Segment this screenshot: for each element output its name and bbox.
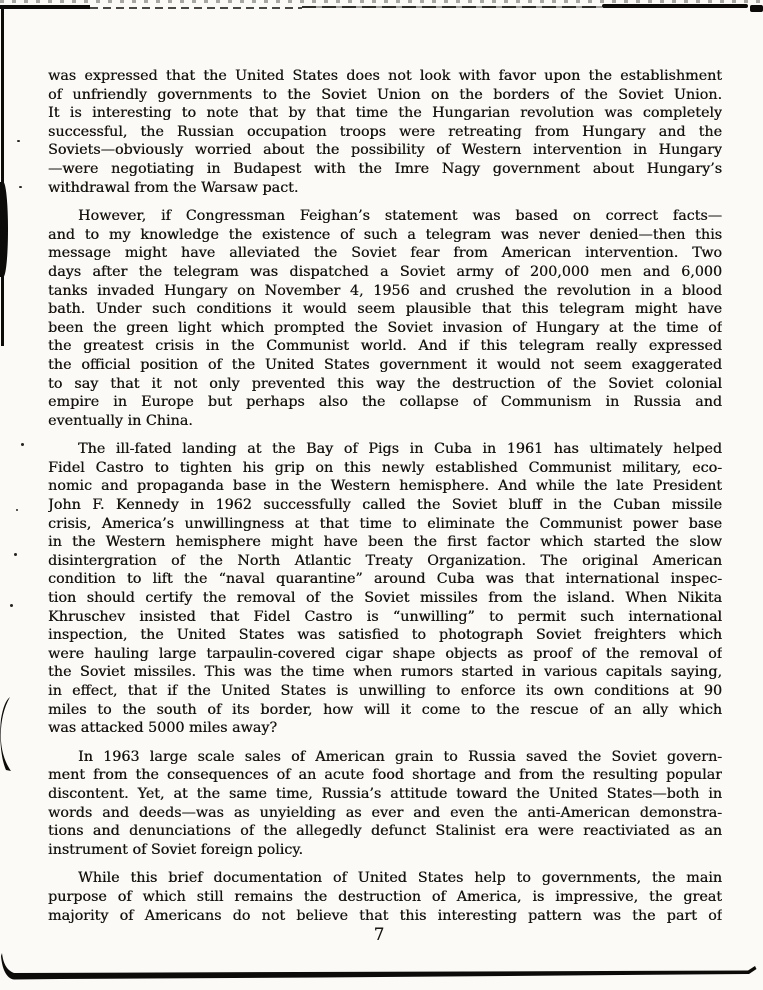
- text-line: John F. Kennedy in 1962 successfully called the Soviet bluff in the Cuban missile: [48, 497, 722, 514]
- text-line: been the green light which prompted the Soviet invasion of Hungary at the time of: [48, 319, 722, 336]
- page-number: 7: [373, 925, 385, 944]
- text-line: were hauling large tarpaulin-covered cigar shape objects as proof of the removal of: [48, 645, 722, 662]
- text-line: discontent. Yet, at the same time, Russia’s attitude toward the United States—both in: [48, 785, 722, 802]
- bottom-scan-bar: [0, 950, 763, 990]
- text-line: the greatest crisis in the Communist world. And if this telegram really expressed: [48, 338, 722, 355]
- text-line: was attacked 5000 miles away?: [48, 720, 278, 737]
- text-line: disintergration of the North Atlantic Treaty Organization. The original American: [48, 552, 722, 569]
- paragraph: [48, 67, 722, 197]
- text-line: However, if Congressman Feighan’s statement was based on correct facts—: [78, 208, 722, 225]
- top-scan-line-left: [0, 5, 90, 9]
- text-line: tion should certify the removal of the Soviet missiles from the island. When Nikita: [48, 590, 722, 607]
- top-right-scan-blob: [750, 5, 763, 12]
- scan-speck: [19, 186, 22, 188]
- paragraph: [48, 748, 722, 860]
- text-line: words and deeds—was as unyielding as ever and even the anti-American demonstra-: [48, 804, 722, 821]
- text-line: condition to lift the “naval quarantine” around Cuba was that international inspec-: [48, 571, 722, 588]
- paragraph: [48, 440, 722, 738]
- text-line: the Soviet missiles. This was the time when rumors started in various capitals saying,: [48, 664, 722, 681]
- text-line: in effect, that if the United States is unwilling to enforce its own conditions at 90: [48, 683, 722, 699]
- left-edge-scan-line: [1, 6, 4, 346]
- left-edge-scan-crescent: [0, 697, 12, 771]
- text-line: In 1963 large scale sales of American grain to Russia saved the Soviet govern-: [78, 748, 722, 765]
- text-line: tanks invaded Hungary on November 4, 1956 and crushed the revolution in a blood: [48, 282, 722, 299]
- text-line: majority of Americans do not believe that this interesting pattern was the part of: [48, 907, 722, 924]
- text-line: withdrawal from the Warsaw pact.: [48, 179, 299, 196]
- text-line: The ill-fated landing at the Bay of Pigs in Cuba in 1961 has ultimately helped: [78, 441, 722, 458]
- text-line: empire in Europe but perhaps also the collapse of Communism in Russia and: [48, 394, 722, 411]
- text-line: tions and denunciations of the allegedly defunct Stalinist era were reactiviated as an: [48, 823, 722, 840]
- text-line: crisis, America’s unwillingness at that time to eliminate the Communist power base: [48, 515, 722, 532]
- text-line: nomic and propaganda base in the Western hemisphere. And while the late President: [48, 478, 722, 495]
- text-line: was expressed that the United States does not look with favor upon the establishment: [48, 68, 722, 84]
- text-line: ment from the consequences of an acute food shortage and from the resulting popular: [48, 767, 722, 784]
- text-line: to say that it not only prevented this way the destruction of the Soviet colonial: [48, 375, 722, 392]
- text-line: purpose of which still remains the destruction of America, is impressive, the great: [48, 888, 722, 905]
- top-perforation-row: [0, 0, 763, 3]
- scan-speck: [21, 443, 24, 446]
- text-line: Soviets—obviously worried about the possibility of Western intervention in Hungary: [48, 142, 722, 159]
- text-line: eventually in China.: [48, 412, 193, 429]
- text-line: message might have alleviated the Soviet fear from American intervention. Two: [48, 245, 722, 262]
- scan-speck: [14, 553, 17, 556]
- paragraph: [48, 869, 722, 925]
- text-line: While this brief documentation of United States help to governments, the main: [78, 870, 722, 887]
- scan-speck: [16, 509, 18, 511]
- text-line: the official position of the United States government it would not seem exaggerated: [48, 356, 722, 373]
- text-line: It is interesting to note that by that time the Hungarian revolution was completely: [48, 105, 722, 122]
- text-line: bath. Under such conditions it would seem plausible that this telegram might have: [48, 301, 722, 318]
- text-line: Fidel Castro to tighten his grip on this newly established Communist military, eco-: [48, 459, 722, 476]
- left-edge-scan-bulge: [0, 182, 8, 277]
- paragraph: [48, 207, 722, 430]
- text-line: miles to the south of its border, how will it come to the rescue of an ally which: [48, 701, 722, 718]
- scan-speck: [10, 604, 13, 607]
- text-line: days after the telegram was dispatched a Soviet army of 200,000 men and 6,000: [48, 263, 722, 280]
- top-scan-line-dashed: [90, 7, 302, 9]
- text-line: Khruschev insisted that Fidel Castro is “unwilling” to permit such international: [48, 608, 722, 625]
- top-scan-line-right: [602, 4, 748, 8]
- text-line: instrument of Soviet foreign policy.: [48, 841, 303, 858]
- scan-speck: [17, 140, 20, 142]
- top-scan-line-mid: [302, 6, 602, 8]
- text-block: [48, 67, 722, 935]
- text-line: and to my knowledge the existence of such a telegram was never denied—then this: [48, 226, 722, 243]
- text-line: in the Western hemisphere might have been the first factor which started the slow: [48, 534, 722, 551]
- text-line: inspection, the United States was satisfied to photograph Soviet freighters which: [48, 627, 722, 644]
- text-line: of unfriendly governments to the Soviet Union on the borders of the Soviet Union.: [48, 86, 722, 103]
- text-line: successful, the Russian occupation troops were retreating from Hungary and the: [48, 123, 722, 140]
- text-line: —were negotiating in Budapest with the Imre Nagy government about Hungary’s: [48, 160, 722, 177]
